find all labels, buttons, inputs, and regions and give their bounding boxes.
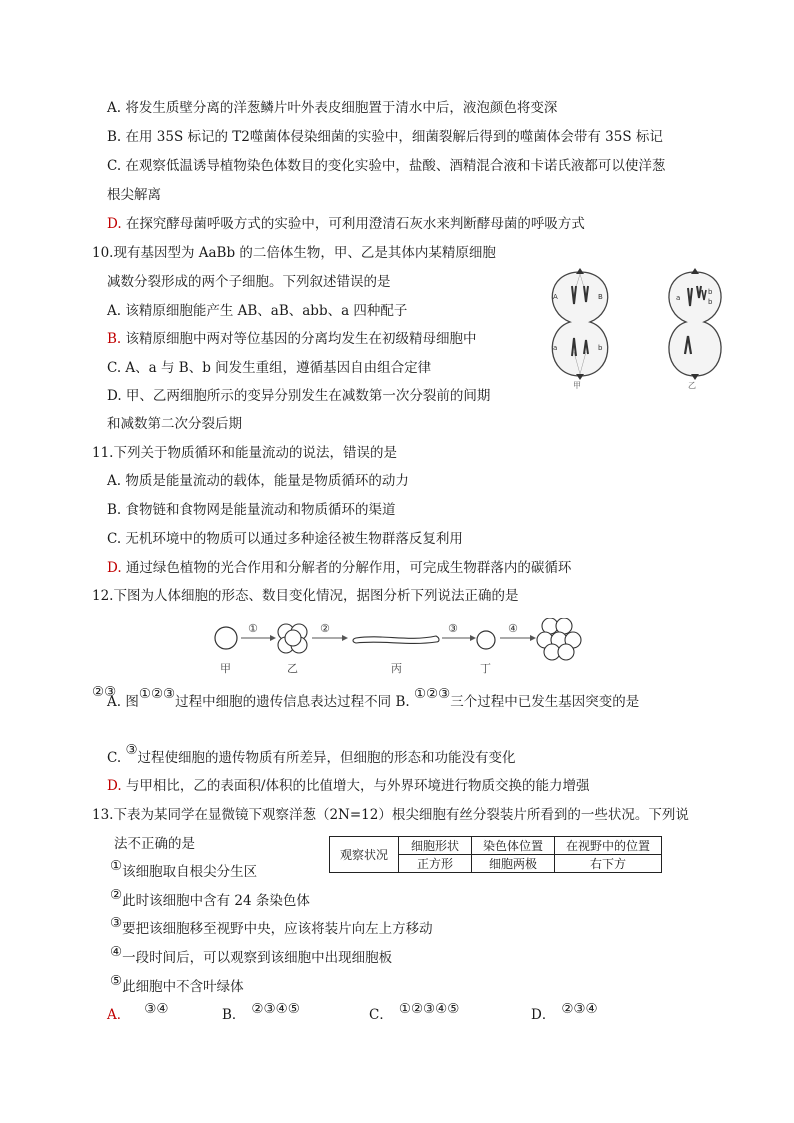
- q11-stem: 11.下列关于物质循环和能量流动的说法，错误的是: [92, 445, 397, 461]
- table-cell: 细胞两极: [472, 855, 555, 873]
- answer-letter: B.: [107, 331, 122, 347]
- q13-item: ①该细胞取自根尖分生区: [110, 858, 258, 880]
- step-1: ①: [248, 622, 258, 635]
- q13-observation-table: [329, 836, 662, 873]
- answer-letter: D.: [107, 216, 122, 232]
- q10-option-c: C. A、a 与 B、b 间发生重组，遵循基因自由组合定律: [107, 360, 432, 376]
- table-cell: 右下方: [555, 855, 662, 873]
- svg-text:b: b: [708, 298, 713, 306]
- step-4: ④: [508, 622, 518, 635]
- q13-option-b: B． ②③④⑤: [222, 1001, 300, 1023]
- label-jia: 甲: [573, 381, 581, 390]
- q9-option-c-line1: C. 在观察低温诱导植物染色体数目的变化实验中，盐酸、酒精混合液和卡诺氏液都可以使洋葱: [107, 158, 666, 174]
- svg-text:A: A: [553, 293, 558, 301]
- q11-option-c: C. 无机环境中的物质可以通过多种途径被生物群落反复利用: [107, 531, 463, 547]
- step-2: ②: [320, 622, 330, 635]
- table-header: 细胞形状: [399, 837, 472, 855]
- cell-jia: [552, 268, 607, 390]
- answer-letter: D.: [107, 778, 122, 794]
- q13-item: ⑤此细胞中不含叶绿体: [110, 973, 244, 995]
- step-3: ③: [448, 622, 458, 635]
- label-bing: 丙: [391, 662, 402, 675]
- q9-option-c-line2: 根尖解离: [107, 187, 161, 203]
- q11-option-b: B. 食物链和食物网是能量流动和物质循环的渠道: [107, 502, 396, 518]
- table-header: 在视野中的位置: [555, 837, 662, 855]
- label-yi: 乙: [688, 381, 696, 390]
- q13-option-a: A． ③④: [107, 1001, 169, 1023]
- label-yi: 乙: [287, 662, 298, 675]
- q9-option-b: B. 在用 35S 标记的 T2噬菌体侵染细菌的实验中，细菌裂解后得到的噬菌体会带有 35S 标记: [107, 129, 663, 145]
- q10-option-a: A. 该精原细胞能产生 AB、aB、abb、a 四种配子: [107, 303, 408, 319]
- q13-item: ③要把该细胞移至视野中央，应该将装片向左上方移动: [110, 915, 433, 937]
- q10-stem-line1: 10.现有基因型为 AaBb 的二倍体生物，甲、乙是其体内某精原细胞: [92, 245, 496, 261]
- cell-yi: [669, 268, 721, 390]
- answer-letter: D.: [107, 560, 122, 576]
- svg-text:a: a: [676, 294, 681, 302]
- q11-option-d: D. 通过绿色植物的光合作用和分解者的分解作用，可完成生物群落内的碳循环: [107, 560, 572, 576]
- q11-option-a: A. 物质是能量流动的载体，能量是物质循环的动力: [107, 473, 409, 489]
- q9-option-d: D. 在探究酵母菌呼吸方式的实验中，可利用澄清石灰水来判断酵母菌的呼吸方式: [107, 216, 585, 232]
- q13-item: ②此时该细胞中含有 24 条染色体: [110, 887, 310, 909]
- q12-options-ab-lead: ②③: [92, 684, 117, 700]
- table-row-header: 观察状况: [330, 837, 399, 873]
- q12-option-c: C. ③过程使细胞的遗传物质有所差异，但细胞的形态和功能没有变化: [107, 742, 516, 766]
- q12-stem: 12.下图为人体细胞的形态、数目变化情况，据图分析下列说法正确的是: [92, 588, 519, 604]
- answer-letter: A．: [107, 1007, 131, 1023]
- q10-option-d-line2: 和减数第二次分裂后期: [107, 416, 242, 432]
- q9-option-a: A. 将发生质壁分离的洋葱鳞片叶外表皮细胞置于清水中后，液泡颜色将变深: [107, 100, 558, 116]
- q10-option-b: B. 该精原细胞中两对等位基因的分离均发生在初级精母细胞中: [107, 331, 477, 347]
- q13-stem-line2: 法不正确的是: [114, 836, 195, 852]
- svg-text:b: b: [708, 288, 713, 296]
- svg-text:B: B: [598, 293, 603, 301]
- label-jia: 甲: [220, 662, 231, 675]
- q12-options-ab: A. 图①②③过程中细胞的遗传信息表达过程不同 B. ①②③三个过程中已发生基因突变的是: [107, 686, 640, 710]
- q10-stem-line2: 减数分裂形成的两个子细胞。下列叙述错误的是: [107, 274, 391, 290]
- table-cell: 正方形: [399, 855, 472, 873]
- q13-option-d: D． ②③④: [531, 1001, 598, 1023]
- table-header: 染色体位置: [472, 837, 555, 855]
- q10-option-d-line1: D. 甲、乙两细胞所示的变异分别发生在减数第一次分裂前的间期: [107, 388, 491, 404]
- q13-stem-line1: 13.下表为某同学在显微镜下观察洋葱（2N=12）根尖细胞有丝分裂装片所看到的一些状况。下列说: [92, 807, 689, 823]
- label-ding: 丁: [480, 662, 491, 675]
- q12-cell-process-figure: [208, 618, 598, 678]
- svg-text:a: a: [553, 344, 558, 352]
- svg-text:b: b: [598, 344, 603, 352]
- q13-item: ④一段时间后，可以观察到该细胞中出现细胞板: [110, 944, 393, 966]
- q13-option-c: C． ①②③④⑤: [369, 1001, 460, 1023]
- q12-option-d: D. 与甲相比，乙的表面积/体积的比值增大，与外界环境进行物质交换的能力增强: [107, 778, 590, 794]
- q10-cell-figure: [530, 264, 760, 390]
